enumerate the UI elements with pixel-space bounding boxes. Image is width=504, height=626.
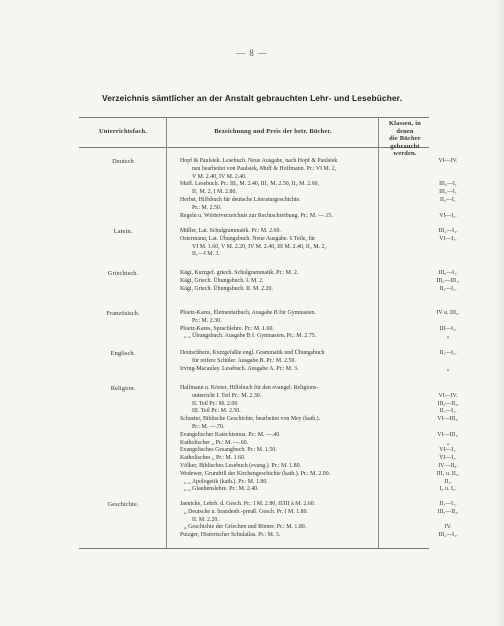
class-range: II₂—I₁. <box>439 285 457 292</box>
book-entry: Evangelisches Gesangbuch. Pr.: M. 1.50. <box>180 447 277 454</box>
class-range: „ <box>446 439 450 446</box>
book-entry: neu bearbeitet von Paulsiek, Muff & Hoffmann. Pr.: VI M. 2, <box>192 165 337 172</box>
class-range: II₁—I₁. <box>439 350 457 356</box>
column-divider-1 <box>166 117 167 549</box>
table-row <box>180 400 459 407</box>
header-classes-line: Klassen, in denen <box>388 120 422 135</box>
table-row <box>180 325 457 332</box>
table-row <box>180 416 459 423</box>
class-range: VI—I₁. <box>439 455 457 462</box>
book-entry: Kägi, Griech. Übungsbuch. II. M. 2.20. <box>180 285 273 292</box>
subject-cell: Deutsch <box>112 158 134 165</box>
table-row <box>180 524 452 531</box>
class-range: III—I₁. <box>439 325 457 332</box>
page-title: Verzeichnis sämtlicher an der Anstalt gebrauchten Lehr- und Lesebücher. <box>102 93 402 103</box>
table-row <box>180 318 380 324</box>
book-entry: Schuster, Biblische Geschichte, bearbeitet von Mey (kath.). <box>180 416 321 423</box>
book-entry: V M. 2.40, IV M. 2.40. <box>192 173 247 180</box>
table-header-rule <box>79 147 429 148</box>
book-entry: Evangelischer Katechismus. Pr.: M. —.40. <box>180 431 281 438</box>
book-entry: III. Teil Pr.: M. 2.50. <box>192 408 241 415</box>
class-range: II₁. <box>444 478 452 485</box>
table-row <box>180 501 457 507</box>
table-row <box>180 270 458 276</box>
table-row <box>180 189 457 196</box>
book-entry: Ploetz-Kares, Sprachlehre. Pr.: M. 1.60. <box>180 325 274 332</box>
book-entry: II. M. 2.20. <box>192 516 219 523</box>
book-entry: Völker, Biblisches Lesebuch (evang.). Pr.: M. 1.80. <box>180 463 301 469</box>
table-row <box>180 251 380 257</box>
book-entry: „ „ Glaubenslehre. Pr.: M. 2.40. <box>184 486 259 493</box>
header-book: Bezeichnung und Preis der betr. Bücher. <box>214 128 332 135</box>
table-row <box>180 158 458 164</box>
table-row <box>180 365 450 372</box>
book-entry: Regeln u. Wörterverzeichnis zur Rechtschreibung. Pr.: M. —.15. <box>180 212 333 219</box>
table-row <box>180 455 457 462</box>
class-range: „ <box>446 365 450 372</box>
book-entry: VI M. 1.60, V M. 2.20, IV M. 2.40, III M. 2.40, II₂ M. 2, <box>192 243 326 250</box>
subject-cell: Geschichte. <box>107 501 139 508</box>
book-entry: „ „ Apologetik (kath.). Pr.: M. 1.80. <box>184 478 268 485</box>
class-range: IV—II₂. <box>438 463 458 469</box>
book-entry: Pr.: M. —.70. <box>192 424 225 430</box>
table-row <box>180 431 459 438</box>
header-subject: Unterrichtsfach. <box>98 128 148 135</box>
class-range: III₂—II₂. <box>437 400 459 407</box>
class-range: III₂—I₁. <box>438 228 458 234</box>
book-entry: Putzger, Historischer Schulatlas. Pr.: M. 3. <box>180 532 281 539</box>
book-entry: Kägi, Griech. Übungsbuch. I. M. 2. <box>180 277 264 284</box>
subject-cell: Französisch. <box>106 310 140 317</box>
class-range: VI—I₁. <box>439 447 457 454</box>
book-entry: Muff. Lesebuch. Pr.: III₂ M. 2.40, III₁ M. 2.50, II₂ M. 2.60, <box>180 181 320 188</box>
table-row <box>180 244 380 250</box>
class-range: III₂—I₁ <box>439 189 457 196</box>
book-entry: „ Deutsche u. brandenb.-preuß. Gesch. Pr. I M. 1.80. <box>184 508 308 515</box>
class-range: VI—III₁. <box>437 431 459 438</box>
page-number: — 8 — <box>236 48 268 58</box>
book-entry: Ostermann, Lat. Übungsbuch. Neue Ausgabe. 6 Teile, für <box>180 235 316 242</box>
book-entry: unterricht I. Teil Pr.: M. 2.30. <box>192 392 262 399</box>
class-range: VI—I₁. <box>439 212 457 219</box>
book-entry: II₁ M. 2, I M. 2.80. <box>192 189 237 196</box>
table-row <box>180 486 457 493</box>
table-row <box>180 174 380 180</box>
table-row <box>180 235 457 242</box>
table-row <box>180 228 458 234</box>
table-row <box>180 508 459 515</box>
book-entry: „ „ Übungsbuch. Ausgabe B f. Gymnasien. Pr.: M. 2.75. <box>184 333 317 340</box>
book-entry: für reifere Schüler. Ausgabe B. Pr.: M. 2.50. <box>192 357 296 364</box>
table-row <box>180 350 457 356</box>
class-range: III₁ u. II₂. <box>436 470 460 477</box>
book-entry: Jaenicke, Lehrb. d. Gesch. Pr.: I M. 2.80, II/III à M. 2.60. <box>180 501 316 507</box>
book-entry: „ Geschichte der Griechen und Römer. Pr.: M. 1.80. <box>184 524 307 531</box>
class-range: III₂—III₁. <box>436 277 460 284</box>
book-entry: Herbst, Hilfsbuch für deutsche Literaturgeschichte. <box>180 197 301 203</box>
book-entry: Katholisches „ Pr.: M. 1.60. <box>180 455 246 462</box>
class-range: VI—IV. <box>438 392 458 399</box>
table-row <box>180 470 460 477</box>
table-row <box>180 197 456 203</box>
book-entry: Ploetz-Kares, Elementarbuch, Ausgabe B für Gymnasien. <box>180 310 316 316</box>
book-entry: II. Teil Pr.: M. 2.00. <box>192 400 239 407</box>
header-classes-line: gebraucht werden. <box>390 142 420 157</box>
book-entry: Katholischer „ Pr.: M. —.60. <box>180 439 249 446</box>
table-row <box>180 392 458 399</box>
subject-cell: Griechisch. <box>107 270 139 277</box>
class-range: IV u. III₂. <box>436 310 460 316</box>
class-range: II₂—I₁ <box>440 197 456 203</box>
table-row <box>180 285 457 292</box>
book-entry: Pr.: M. 2.50. <box>192 204 222 211</box>
table-row <box>180 277 460 284</box>
table-row <box>180 478 452 485</box>
table-row <box>180 205 380 211</box>
table-top-rule <box>79 117 429 118</box>
class-range: III₂—I₁. <box>438 532 458 539</box>
book-entry: Pr.: M. 2.30. <box>192 317 222 324</box>
class-range: I₂ u. I₁. <box>439 486 457 493</box>
class-range: II₁—I₁. <box>439 501 457 507</box>
class-range: III₂—I₁. <box>438 270 458 276</box>
table-row <box>180 166 380 172</box>
class-range: IV. <box>444 524 452 531</box>
table-row <box>180 447 457 454</box>
table-row <box>180 212 457 219</box>
table-row <box>180 408 457 415</box>
class-range: III₂—II₂. <box>437 508 459 515</box>
book-entry: II₁—I M. 3. <box>192 251 220 258</box>
subject-cell: Latein. <box>113 228 133 235</box>
table-row <box>180 532 458 539</box>
table-row <box>180 358 380 364</box>
book-entry: Wedewer, Grundriß der Kirchengeschichte (kath.). Pr.: M. 2.00. <box>180 470 331 477</box>
table-row <box>180 424 380 430</box>
table-row <box>180 385 380 391</box>
table-row <box>180 333 450 340</box>
header-classes-line: die Bücher <box>389 135 421 142</box>
table-row <box>180 517 380 523</box>
book-entry: Halfmann u. Köster, Hilfsbuch für den evangel. Religions- <box>180 385 319 391</box>
table-bottom-rule <box>79 548 429 549</box>
table-row <box>180 439 450 446</box>
table-row <box>180 181 457 188</box>
book-entry: Kägi, Kurzgef. griech. Schulgrammatik. Pr.: M. 2. <box>180 270 299 276</box>
table-row <box>180 463 458 469</box>
class-range: VI—III₂. <box>437 416 459 423</box>
book-entry: Müller, Lat. Schulgrammatik. Pr.: M. 2.60. <box>180 228 281 234</box>
class-range: III₂—I₁ <box>439 181 457 188</box>
book-entry: Irving-Macaulay. Lesebuch. Ausgabe A. Pr.: M. 3. <box>180 365 299 372</box>
table-row <box>180 310 460 316</box>
book-entry: Deutschbein, Kurzgefaßte engl. Grammatik und Übungsbuch <box>180 350 325 356</box>
class-range: VI—IV. <box>438 158 458 164</box>
subject-cell: Englisch. <box>110 350 136 357</box>
subject-cell: Religion. <box>110 385 136 392</box>
class-range: VI—I₁. <box>439 235 457 242</box>
class-range: II₁—I₁. <box>439 408 457 415</box>
header-classes <box>380 120 430 158</box>
book-entry: Hopf & Paulsiek. Lesebuch. Neue Ausgabe, nach Hopf & Paulsiek <box>180 158 338 164</box>
class-range: „ <box>446 333 450 340</box>
